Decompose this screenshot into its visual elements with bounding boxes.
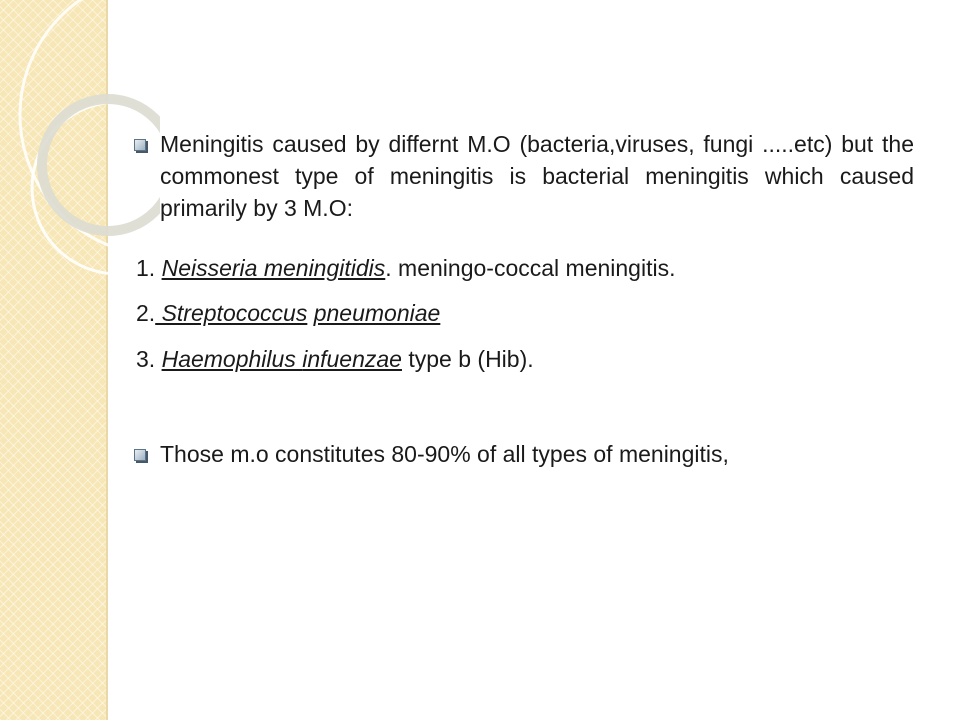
organism-item-3 (136, 343, 534, 375)
bullet-item-percentage (134, 438, 914, 470)
item-number: 1. (136, 255, 156, 281)
item-number: 2. (136, 300, 156, 326)
organism-genus: Streptococcus (155, 300, 308, 326)
organism-species: pneumoniae (313, 300, 441, 326)
item-number: 3. (136, 346, 156, 372)
bullet-item-meningitis-causes (134, 128, 914, 224)
square-bullet-icon (134, 449, 146, 461)
bullet-text: Those m.o constitutes 80-90% of all types of meningitis, (160, 441, 729, 467)
organism-item-1 (136, 252, 675, 284)
organism-species: infuenzae (302, 346, 402, 372)
organism-name: Neisseria meningitidis (161, 255, 386, 281)
organism-note: . meningo-coccal meningitis. (385, 255, 676, 281)
organism-note: type b (Hib). (401, 346, 534, 372)
square-bullet-icon (134, 139, 146, 151)
organism-genus: Haemophilus (161, 346, 303, 372)
bullet-text: Meningitis caused by differnt M.O (bacteria,viruses, fungi .....etc) but the commonest type of meningitis is bacterial meningitis which caused primarily by 3 M.O: (160, 131, 914, 221)
organism-item-2 (136, 297, 440, 329)
